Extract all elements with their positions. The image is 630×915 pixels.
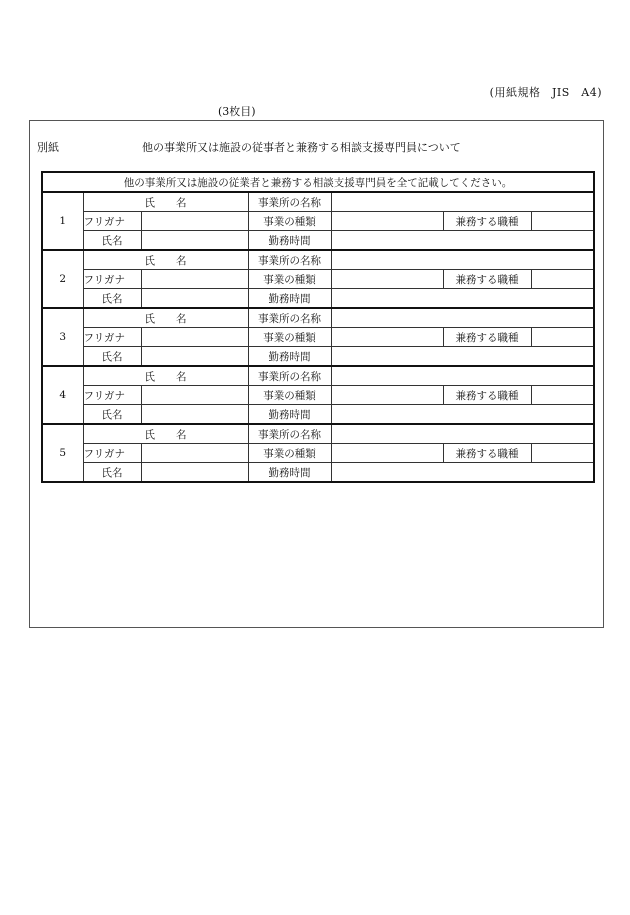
entry-row-name (42, 463, 594, 483)
furigana-field[interactable] (141, 212, 248, 231)
furigana-field[interactable] (141, 270, 248, 289)
name-field[interactable] (141, 231, 248, 251)
entry-row-furigana (42, 328, 594, 347)
furigana-field[interactable] (141, 328, 248, 347)
working-hours-field[interactable] (331, 231, 594, 251)
facility-name-label: 事業所の名称 (248, 192, 331, 212)
concurrent-job-label: 兼務する職種 (443, 386, 531, 405)
business-type-field[interactable] (331, 386, 443, 405)
full-name-label: 氏 名 (83, 308, 248, 328)
name-field[interactable] (141, 405, 248, 425)
entry-row-furigana (42, 444, 594, 463)
furigana-label: フリガナ (83, 270, 141, 289)
facility-name-label: 事業所の名称 (248, 366, 331, 386)
facility-name-label: 事業所の名称 (248, 308, 331, 328)
concurrent-job-label: 兼務する職種 (443, 212, 531, 231)
concurrent-job-label: 兼務する職種 (443, 270, 531, 289)
entry-row-furigana (42, 270, 594, 289)
name-label: 氏名 (83, 463, 141, 483)
facility-name-field[interactable] (331, 366, 594, 386)
entry-row-name (42, 289, 594, 309)
paper-spec-note: (用紙規格 JIS A4) (489, 86, 602, 99)
working-hours-label: 勤務時間 (248, 405, 331, 425)
full-name-label: 氏 名 (83, 192, 248, 212)
full-name-label: 氏 名 (83, 250, 248, 270)
instruction-row (42, 172, 594, 192)
working-hours-field[interactable] (331, 289, 594, 309)
document-title: 他の事業所又は施設の従事者と兼務する相談支援専門員について (142, 141, 461, 154)
name-field[interactable] (141, 289, 248, 309)
entry-row-name (42, 405, 594, 425)
entry-number: 2 (42, 250, 83, 308)
business-type-label: 事業の種類 (248, 212, 331, 231)
furigana-field[interactable] (141, 386, 248, 405)
instruction-text: 他の事業所又は施設の従業者と兼務する相談支援専門員を全て記載してください。 (42, 172, 594, 192)
entry-row-header (42, 192, 594, 212)
entry-row-furigana (42, 386, 594, 405)
working-hours-field[interactable] (331, 463, 594, 483)
working-hours-field[interactable] (331, 347, 594, 367)
working-hours-label: 勤務時間 (248, 289, 331, 309)
entry-number: 4 (42, 366, 83, 424)
concurrent-job-label: 兼務する職種 (443, 328, 531, 347)
furigana-field[interactable] (141, 444, 248, 463)
concurrent-job-field[interactable] (531, 328, 594, 347)
name-label: 氏名 (83, 405, 141, 425)
page-count: (3枚目) (218, 105, 256, 118)
business-type-label: 事業の種類 (248, 270, 331, 289)
full-name-label: 氏 名 (83, 424, 248, 444)
full-name-label: 氏 名 (83, 366, 248, 386)
attachment-label: 別紙 (37, 141, 59, 154)
name-field[interactable] (141, 463, 248, 483)
furigana-label: フリガナ (83, 328, 141, 347)
working-hours-label: 勤務時間 (248, 347, 331, 367)
entry-number: 3 (42, 308, 83, 366)
furigana-label: フリガナ (83, 386, 141, 405)
business-type-field[interactable] (331, 444, 443, 463)
concurrent-job-field[interactable] (531, 270, 594, 289)
entry-row-header (42, 250, 594, 270)
facility-name-field[interactable] (331, 192, 594, 212)
business-type-label: 事業の種類 (248, 328, 331, 347)
working-hours-label: 勤務時間 (248, 231, 331, 251)
furigana-label: フリガナ (83, 212, 141, 231)
concurrent-job-field[interactable] (531, 386, 594, 405)
concurrent-job-label: 兼務する職種 (443, 444, 531, 463)
business-type-field[interactable] (331, 212, 443, 231)
entry-row-name (42, 347, 594, 367)
facility-name-label: 事業所の名称 (248, 250, 331, 270)
business-type-label: 事業の種類 (248, 444, 331, 463)
name-label: 氏名 (83, 231, 141, 251)
business-type-field[interactable] (331, 328, 443, 347)
form-frame (29, 120, 604, 628)
entry-number: 1 (42, 192, 83, 250)
name-label: 氏名 (83, 289, 141, 309)
entry-number: 5 (42, 424, 83, 482)
name-field[interactable] (141, 347, 248, 367)
facility-name-label: 事業所の名称 (248, 424, 331, 444)
working-hours-label: 勤務時間 (248, 463, 331, 483)
business-type-field[interactable] (331, 270, 443, 289)
furigana-label: フリガナ (83, 444, 141, 463)
staff-roster-table (41, 171, 595, 483)
facility-name-field[interactable] (331, 308, 594, 328)
concurrent-job-field[interactable] (531, 212, 594, 231)
name-label: 氏名 (83, 347, 141, 367)
entry-row-furigana (42, 212, 594, 231)
working-hours-field[interactable] (331, 405, 594, 425)
facility-name-field[interactable] (331, 250, 594, 270)
facility-name-field[interactable] (331, 424, 594, 444)
entry-row-name (42, 231, 594, 251)
entry-row-header (42, 308, 594, 328)
entry-row-header (42, 366, 594, 386)
entry-row-header (42, 424, 594, 444)
business-type-label: 事業の種類 (248, 386, 331, 405)
concurrent-job-field[interactable] (531, 444, 594, 463)
